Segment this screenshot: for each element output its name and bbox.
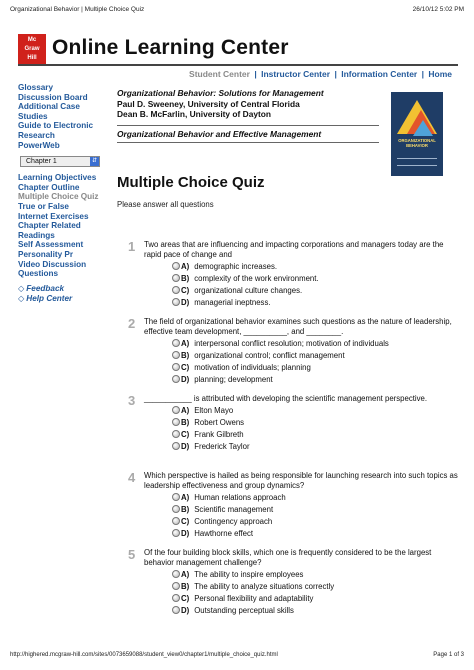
answer-option[interactable]: C) Frank Gilbreth bbox=[172, 429, 458, 441]
sidebar-link-true-or-false[interactable]: True or False bbox=[18, 201, 69, 211]
sidebar-link-multiple-choice-quiz[interactable]: Multiple Choice Quiz bbox=[18, 192, 99, 202]
radio-button[interactable] bbox=[172, 375, 180, 383]
question-number: 4 bbox=[128, 470, 136, 485]
question-number: 3 bbox=[128, 393, 136, 408]
book-title: Organizational Behavior: Solutions for Management bbox=[117, 88, 324, 98]
sidebar-link-guide-electronic[interactable]: Guide to Electronic bbox=[18, 121, 94, 131]
sidebar-link-research[interactable]: Research bbox=[18, 130, 55, 140]
sidebar-link-video-discussion[interactable]: Video Discussion bbox=[18, 259, 87, 269]
print-page-title: Organizational Behavior | Multiple Choice Quiz bbox=[10, 6, 145, 13]
sidebar-link-questions[interactable]: Questions bbox=[18, 269, 59, 279]
radio-button[interactable] bbox=[172, 570, 180, 578]
question-text: ___________ is attributed with developing the scientific management perspective. bbox=[144, 394, 428, 403]
sidebar bbox=[18, 83, 110, 304]
radio-button[interactable] bbox=[172, 286, 180, 294]
top-nav bbox=[189, 69, 452, 79]
sidebar-link-personality-pr[interactable]: Personality Pr bbox=[18, 249, 74, 259]
radio-button[interactable] bbox=[172, 339, 180, 347]
answer-option[interactable]: A) Elton Mayo bbox=[172, 405, 458, 417]
answer-option[interactable]: D) managerial ineptness. bbox=[172, 297, 458, 309]
answer-option[interactable]: D) planning; development bbox=[172, 374, 458, 386]
answer-option[interactable]: D) Outstanding perceptual skills bbox=[172, 605, 458, 617]
sidebar-link-readings[interactable]: Readings bbox=[18, 230, 55, 240]
answer-option[interactable]: C) Personal flexibility and adaptability bbox=[172, 593, 458, 605]
radio-button[interactable] bbox=[172, 298, 180, 306]
diamond-icon: ◇ bbox=[18, 293, 25, 303]
nav-separator: | bbox=[254, 69, 257, 79]
radio-button[interactable] bbox=[172, 363, 180, 371]
sidebar-link-chapter-related[interactable]: Chapter Related bbox=[18, 221, 81, 231]
divider bbox=[117, 142, 379, 143]
print-url: http://highered.mcgraw-hill.com/sites/0073659088/student_view0/chapter1/multiple_choice_quiz.html bbox=[10, 652, 278, 658]
question-text: Of the four building block skills, which one is frequently considered to be the largest behavior management challenge? bbox=[144, 548, 432, 567]
question-text: The field of organizational behavior examines such questions as the nature of leadership, effective team development, __________, and ________. bbox=[144, 317, 452, 336]
radio-button[interactable] bbox=[172, 274, 180, 282]
answer-option[interactable]: B) complexity of the work environment. bbox=[172, 273, 458, 285]
answer-option[interactable]: C) organizational culture changes. bbox=[172, 285, 458, 297]
answer-options bbox=[172, 405, 458, 453]
question-1 bbox=[128, 240, 458, 309]
quiz-heading: Multiple Choice Quiz bbox=[117, 174, 265, 191]
nav-information-center[interactable]: Information Center bbox=[341, 69, 418, 79]
sidebar-link-additional-case[interactable]: Additional Case bbox=[18, 102, 80, 112]
nav-student-center[interactable]: Student Center bbox=[189, 69, 250, 79]
radio-button[interactable] bbox=[172, 351, 180, 359]
print-page-number: Page 1 of 3 bbox=[433, 652, 464, 658]
nav-separator: | bbox=[334, 69, 337, 79]
print-header bbox=[10, 6, 464, 16]
answer-options bbox=[172, 261, 458, 309]
answer-options bbox=[172, 492, 458, 540]
sidebar-link-help-center[interactable] bbox=[18, 294, 110, 304]
question-2 bbox=[128, 317, 458, 386]
radio-button[interactable] bbox=[172, 262, 180, 270]
book-author: Dean B. McFarlin, University of Dayton bbox=[117, 109, 272, 119]
answer-option[interactable]: A) The ability to inspire employees bbox=[172, 569, 458, 581]
sidebar-link-discussion-board[interactable]: Discussion Board bbox=[18, 92, 88, 102]
help-center-label: Help Center bbox=[26, 293, 73, 303]
question-3 bbox=[128, 394, 458, 453]
question-text: Two areas that are influencing and impacting corporations and managers today are the rapid pace of change and bbox=[144, 240, 444, 259]
divider bbox=[117, 125, 379, 126]
question-4 bbox=[128, 471, 458, 540]
chapter-select-value: Chapter 1 bbox=[26, 158, 57, 166]
diamond-icon: ◇ bbox=[18, 283, 25, 293]
question-number: 2 bbox=[128, 316, 136, 331]
radio-button[interactable] bbox=[172, 406, 180, 414]
radio-button[interactable] bbox=[172, 517, 180, 525]
book-author: Paul D. Sweeney, University of Central Florida bbox=[117, 98, 300, 109]
radio-button[interactable] bbox=[172, 606, 180, 614]
answer-option[interactable]: A) interpersonal conflict resolution; motivation of individuals bbox=[172, 338, 458, 350]
answer-option[interactable]: B) Robert Owens bbox=[172, 417, 458, 429]
sidebar-link-self-assessment[interactable]: Self Assessment bbox=[18, 240, 84, 250]
radio-button[interactable] bbox=[172, 493, 180, 501]
sidebar-link-studies[interactable]: Studies bbox=[18, 111, 48, 121]
sidebar-link-glossary[interactable]: Glossary bbox=[18, 83, 54, 92]
sidebar-link-learning-objectives[interactable]: Learning Objectives bbox=[18, 173, 97, 183]
header-rule bbox=[18, 64, 458, 66]
question-number: 1 bbox=[128, 239, 136, 254]
select-arrows-icon: ⇵ bbox=[91, 158, 98, 165]
sidebar-link-powerweb[interactable]: PowerWeb bbox=[18, 140, 60, 150]
radio-button[interactable] bbox=[172, 594, 180, 602]
answer-option[interactable]: A) Human relations approach bbox=[172, 492, 458, 504]
book-cover-image bbox=[391, 92, 443, 176]
nav-instructor-center[interactable]: Instructor Center bbox=[261, 69, 331, 79]
answer-option[interactable]: B) Scientific management bbox=[172, 504, 458, 516]
quiz-instructions: Please answer all questions bbox=[117, 200, 214, 209]
radio-button[interactable] bbox=[172, 430, 180, 438]
print-datetime: 26/10/12 5:02 PM bbox=[412, 6, 464, 13]
sidebar-link-chapter-outline[interactable]: Chapter Outline bbox=[18, 182, 80, 192]
book-cover-title: ORGANIZATIONAL BEHAVIOR bbox=[398, 138, 436, 148]
radio-button[interactable] bbox=[172, 505, 180, 513]
answer-option[interactable]: C) Contingency approach bbox=[172, 516, 458, 528]
course-title: Organizational Behavior and Effective Management bbox=[117, 128, 322, 139]
answer-option[interactable]: B) organizational control; conflict management bbox=[172, 350, 458, 362]
radio-button[interactable] bbox=[172, 442, 180, 450]
answer-option[interactable]: A) demographic increases. bbox=[172, 261, 458, 273]
feedback-label: Feedback bbox=[26, 283, 65, 293]
chapter-select[interactable] bbox=[20, 156, 100, 167]
answer-option[interactable]: D) Frederick Taylor bbox=[172, 441, 458, 453]
question-number: 5 bbox=[128, 547, 136, 562]
print-footer bbox=[10, 652, 464, 662]
site-title: Online Learning Center bbox=[52, 36, 289, 59]
answer-option[interactable]: D) Hawthorne effect bbox=[172, 528, 458, 540]
answer-option[interactable]: C) motivation of individuals; planning bbox=[172, 362, 458, 374]
radio-button[interactable] bbox=[172, 582, 180, 590]
question-text: Which perspective is hailed as being responsible for launching research into such topics as leadership effectiveness and group dynamics? bbox=[144, 471, 458, 490]
question-5 bbox=[128, 548, 458, 617]
answer-option[interactable]: B) The ability to analyze situations correctly bbox=[172, 581, 458, 593]
radio-button[interactable] bbox=[172, 529, 180, 537]
logo-bar bbox=[18, 34, 458, 64]
mcgraw-hill-logo[interactable]: Mc Graw Hill bbox=[18, 34, 46, 64]
answer-options bbox=[172, 338, 458, 386]
nav-separator: | bbox=[421, 69, 424, 79]
sidebar-link-internet-exercises[interactable]: Internet Exercises bbox=[18, 211, 89, 221]
nav-home[interactable]: Home bbox=[428, 69, 452, 79]
sidebar-link-feedback[interactable] bbox=[18, 284, 110, 294]
radio-button[interactable] bbox=[172, 418, 180, 426]
answer-options bbox=[172, 569, 458, 617]
